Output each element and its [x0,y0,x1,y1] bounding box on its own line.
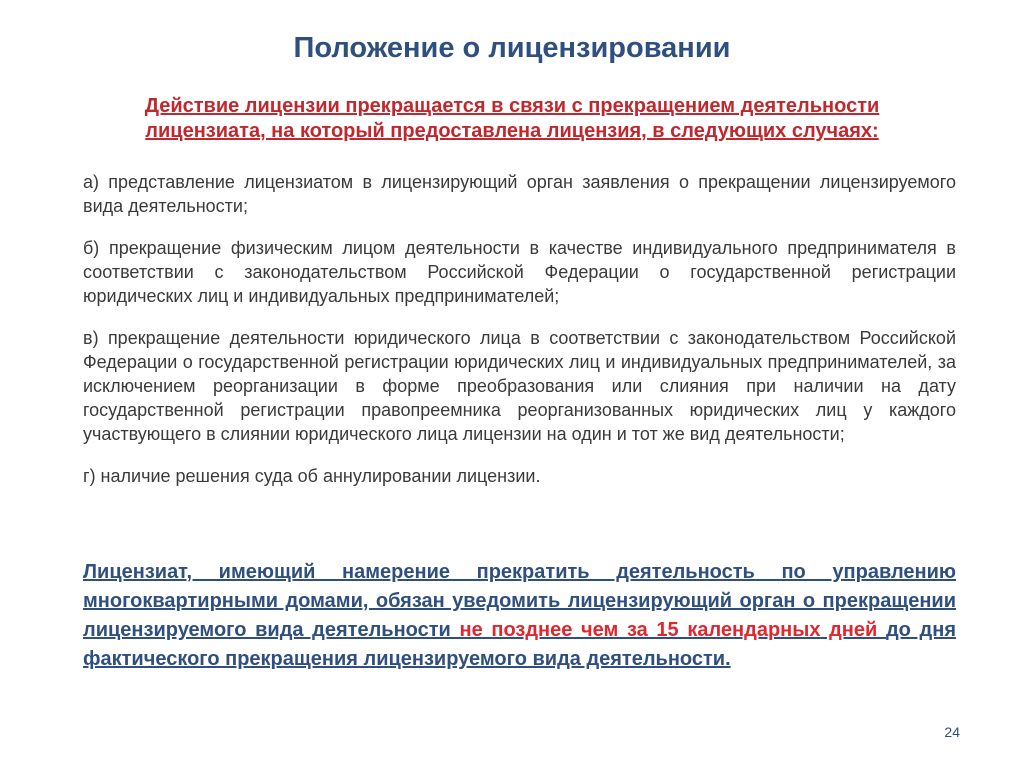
notice-paragraph [83,558,956,674]
slide-title: Положение о лицензировании [293,32,731,64]
notice-deadline: не позднее чем за 15 календарных дней [459,619,886,641]
slide-subtitle: Действие лицензии прекращается в связи с прекращением деятельности лицензиата, на который предоставлена лицензия, в следующих случаях: [144,95,880,142]
case-item-c: в) прекращение деятельности юридического лица в соответствии с законодательством Российской Федерации о государственной регистрации юридических лиц и индивидуальных предпринимателей, за исключением реорганизации в форме преобразования или слияния при наличии на дату государственной регистрации правопреемника реорганизованных юридических лиц у каждого участвующего в слиянии юридического лица лицензии на один и тот же вид деятельности; [83,328,956,444]
case-item-d: г) наличие решения суда об аннулировании лицензии. [83,466,541,486]
notice-text-end: до дня фактического прекращения лицензируемого вида деятельности. [83,619,956,670]
page-number: 24 [944,724,960,740]
case-item-b: б) прекращение физическим лицом деятельности в качестве индивидуального предпринимателя в соответствии с законодательством Российской Федерации о государственной регистрации юридических лиц и индивидуальных предпринимателей; [83,238,956,306]
cases-list [83,170,956,488]
notice-text-start: Лицензиат, имеющий намерение прекратить деятельность по управлению многоквартирными домами, обязан уведомить лицензирующий орган о прекращении лицензируемого вида деятельности [83,561,956,641]
case-item-a: а) представление лицензиатом в лицензирующий орган заявления о прекращении лицензируемого вида деятельности; [83,172,956,216]
